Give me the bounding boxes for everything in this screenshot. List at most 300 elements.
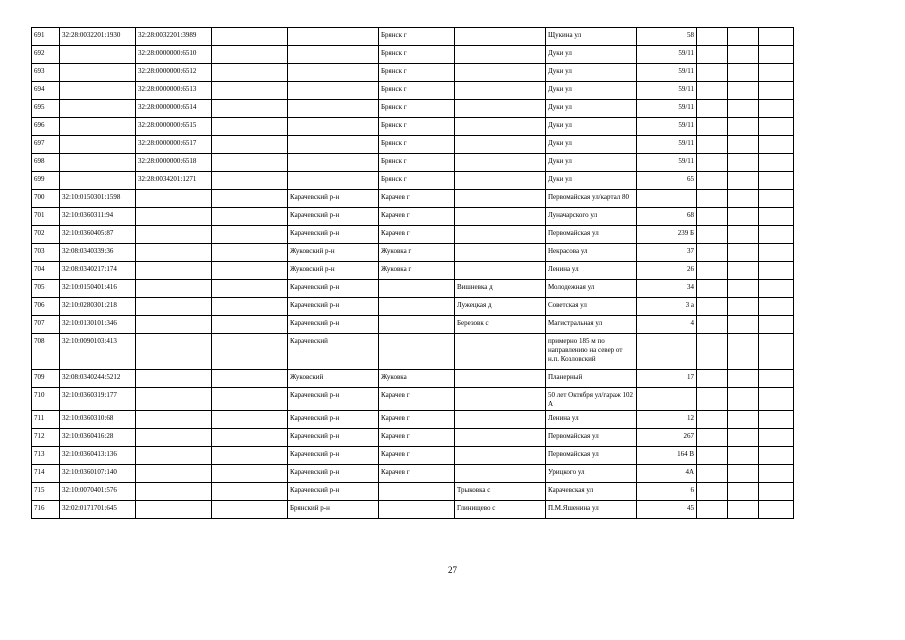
cell-house-number: 59/11	[637, 46, 697, 64]
cell-extra-col-b	[728, 28, 759, 46]
cell-city	[379, 298, 455, 316]
cell-row-number: 714	[32, 465, 60, 483]
cell-extra-col-a	[697, 64, 728, 82]
cell-extra-col-a	[697, 298, 728, 316]
cell-house-number: 37	[637, 244, 697, 262]
cell-region	[212, 28, 288, 46]
cell-region	[212, 172, 288, 190]
cell-cadastral-number: 32:10:0150401:416	[60, 280, 136, 298]
cell-settlement	[455, 411, 546, 429]
cell-region	[212, 154, 288, 172]
cell-row-number: 713	[32, 447, 60, 465]
cell-extra-col-b	[728, 483, 759, 501]
table-row	[32, 190, 794, 208]
cell-parent-cadastral-number	[136, 370, 212, 388]
table-row	[32, 82, 794, 100]
cell-city: Брянск г	[379, 82, 455, 100]
cell-cadastral-number	[60, 46, 136, 64]
cell-extra-col-b	[728, 154, 759, 172]
cell-city: Жуковка г	[379, 244, 455, 262]
cell-cadastral-number: 32:28:0032201:1930	[60, 28, 136, 46]
cell-street-address: Дуки ул	[546, 64, 637, 82]
cell-parent-cadastral-number	[136, 501, 212, 519]
cell-cadastral-number: 32:10:0360311:94	[60, 208, 136, 226]
table-row	[32, 118, 794, 136]
cell-extra-col-a	[697, 262, 728, 280]
table-row	[32, 226, 794, 244]
cell-extra-col-a	[697, 316, 728, 334]
cell-parent-cadastral-number	[136, 483, 212, 501]
cell-district: Карачевский р-н	[288, 298, 379, 316]
table-row	[32, 208, 794, 226]
cell-city	[379, 501, 455, 519]
cell-extra-col-a	[697, 388, 728, 411]
table-row	[32, 172, 794, 190]
cell-extra-col-a	[697, 370, 728, 388]
cell-extra-col-c	[759, 370, 794, 388]
cell-cadastral-number	[60, 172, 136, 190]
cell-row-number: 700	[32, 190, 60, 208]
cell-cadastral-number	[60, 136, 136, 154]
table-row	[32, 483, 794, 501]
cell-extra-col-c	[759, 28, 794, 46]
cell-street-address: Дуки ул	[546, 136, 637, 154]
table-row	[32, 298, 794, 316]
cell-settlement	[455, 334, 546, 370]
cell-settlement: Вишневка д	[455, 280, 546, 298]
cell-parent-cadastral-number	[136, 190, 212, 208]
cell-region	[212, 118, 288, 136]
cell-street-address: Дуки ул	[546, 154, 637, 172]
cell-extra-col-b	[728, 136, 759, 154]
cell-parent-cadastral-number	[136, 465, 212, 483]
cell-settlement	[455, 46, 546, 64]
cell-house-number: 58	[637, 28, 697, 46]
cell-street-address: Первомайская ул	[546, 226, 637, 244]
cell-city	[379, 483, 455, 501]
cell-row-number: 706	[32, 298, 60, 316]
cell-street-address: Дуки ул	[546, 46, 637, 64]
cell-region	[212, 100, 288, 118]
cell-settlement	[455, 190, 546, 208]
table-row	[32, 388, 794, 411]
cell-city	[379, 316, 455, 334]
cell-district	[288, 82, 379, 100]
cell-cadastral-number	[60, 154, 136, 172]
cell-region	[212, 501, 288, 519]
cell-settlement	[455, 388, 546, 411]
cell-extra-col-a	[697, 208, 728, 226]
cell-extra-col-b	[728, 280, 759, 298]
cell-district	[288, 172, 379, 190]
cell-extra-col-b	[728, 298, 759, 316]
cell-house-number: 34	[637, 280, 697, 298]
cell-extra-col-c	[759, 64, 794, 82]
cell-city: Карачев г	[379, 208, 455, 226]
cell-extra-col-b	[728, 64, 759, 82]
cell-district: Жуковский	[288, 370, 379, 388]
cell-house-number: 267	[637, 429, 697, 447]
cell-cadastral-number: 32:10:0150301:1598	[60, 190, 136, 208]
cell-cadastral-number: 32:10:0090103:413	[60, 334, 136, 370]
cell-extra-col-a	[697, 190, 728, 208]
cell-house-number: 4	[637, 316, 697, 334]
cell-row-number: 691	[32, 28, 60, 46]
cell-extra-col-c	[759, 447, 794, 465]
table-row	[32, 429, 794, 447]
cell-district: Карачевский р-н	[288, 190, 379, 208]
cell-city: Карачев г	[379, 411, 455, 429]
cell-region	[212, 411, 288, 429]
cell-cadastral-number: 32:08:0340217:174	[60, 262, 136, 280]
cell-extra-col-b	[728, 190, 759, 208]
cell-house-number: 59/11	[637, 154, 697, 172]
cell-settlement: Березовк с	[455, 316, 546, 334]
cell-street-address: Урицкого ул	[546, 465, 637, 483]
cell-settlement	[455, 429, 546, 447]
cell-district: Карачевский р-н	[288, 388, 379, 411]
cell-region	[212, 298, 288, 316]
table-row	[32, 280, 794, 298]
table-row	[32, 154, 794, 172]
cell-extra-col-c	[759, 172, 794, 190]
cell-extra-col-b	[728, 262, 759, 280]
cell-parent-cadastral-number	[136, 244, 212, 262]
cell-settlement	[455, 262, 546, 280]
cell-district	[288, 100, 379, 118]
cell-row-number: 694	[32, 82, 60, 100]
cell-cadastral-number	[60, 82, 136, 100]
cell-extra-col-c	[759, 334, 794, 370]
cell-row-number: 701	[32, 208, 60, 226]
cell-region	[212, 46, 288, 64]
cell-district	[288, 154, 379, 172]
cell-region	[212, 334, 288, 370]
cell-cadastral-number: 32:02:0171701:645	[60, 501, 136, 519]
cell-house-number: 59/11	[637, 118, 697, 136]
cell-extra-col-c	[759, 190, 794, 208]
cell-district	[288, 28, 379, 46]
cell-extra-col-a	[697, 483, 728, 501]
cell-street-address: 50 лет Октября ул/гараж 102 А	[546, 388, 637, 411]
cell-settlement	[455, 136, 546, 154]
cell-settlement	[455, 226, 546, 244]
cell-extra-col-c	[759, 298, 794, 316]
cell-cadastral-number: 32:10:0360405:87	[60, 226, 136, 244]
cell-street-address: Дуки ул	[546, 172, 637, 190]
table-row	[32, 447, 794, 465]
cell-region	[212, 244, 288, 262]
cell-extra-col-b	[728, 465, 759, 483]
cell-parent-cadastral-number: 32:28:0000000:6515	[136, 118, 212, 136]
cell-extra-col-a	[697, 118, 728, 136]
cell-extra-col-a	[697, 136, 728, 154]
cell-district: Карачевский р-н	[288, 316, 379, 334]
cell-city: Карачев г	[379, 388, 455, 411]
cell-extra-col-c	[759, 501, 794, 519]
cell-extra-col-b	[728, 82, 759, 100]
cell-street-address: Молодежная ул	[546, 280, 637, 298]
cell-street-address: Первомайская ул	[546, 447, 637, 465]
cell-extra-col-c	[759, 388, 794, 411]
cell-row-number: 704	[32, 262, 60, 280]
cell-extra-col-a	[697, 82, 728, 100]
cell-row-number: 715	[32, 483, 60, 501]
cell-extra-col-b	[728, 370, 759, 388]
cell-district: Карачевский р-н	[288, 429, 379, 447]
cell-city: Карачев г	[379, 190, 455, 208]
table-row	[32, 64, 794, 82]
cell-extra-col-b	[728, 316, 759, 334]
cell-region	[212, 82, 288, 100]
cell-parent-cadastral-number	[136, 388, 212, 411]
cell-street-address: Ленина ул	[546, 411, 637, 429]
cell-settlement	[455, 82, 546, 100]
cell-district: Карачевский р-н	[288, 226, 379, 244]
cell-row-number: 712	[32, 429, 60, 447]
cell-parent-cadastral-number: 32:28:0000000:6518	[136, 154, 212, 172]
table-row	[32, 28, 794, 46]
cell-street-address: примерно 185 м по направлению на север от н.п. Козловский	[546, 334, 637, 370]
cell-parent-cadastral-number: 32:28:0000000:6510	[136, 46, 212, 64]
cell-parent-cadastral-number	[136, 411, 212, 429]
cell-district: Брянский р-н	[288, 501, 379, 519]
cell-street-address: Советская ул	[546, 298, 637, 316]
cell-row-number: 695	[32, 100, 60, 118]
cell-parent-cadastral-number: 32:28:0000000:6513	[136, 82, 212, 100]
table-row	[32, 136, 794, 154]
cell-extra-col-b	[728, 334, 759, 370]
cell-house-number: 59/11	[637, 100, 697, 118]
cell-district: Карачевский р-н	[288, 483, 379, 501]
cell-extra-col-c	[759, 208, 794, 226]
cell-extra-col-c	[759, 100, 794, 118]
cell-city: Брянск г	[379, 64, 455, 82]
cell-extra-col-c	[759, 429, 794, 447]
cell-region	[212, 316, 288, 334]
table-row	[32, 501, 794, 519]
cell-district: Карачевский р-н	[288, 447, 379, 465]
cell-cadastral-number: 32:10:0360416:28	[60, 429, 136, 447]
registry-body	[32, 28, 794, 519]
cell-house-number: 59/11	[637, 64, 697, 82]
cell-row-number: 698	[32, 154, 60, 172]
cell-extra-col-a	[697, 28, 728, 46]
cell-row-number: 696	[32, 118, 60, 136]
cell-house-number	[637, 334, 697, 370]
cell-extra-col-a	[697, 465, 728, 483]
cell-house-number: 3 а	[637, 298, 697, 316]
cell-extra-col-a	[697, 411, 728, 429]
cell-district: Карачевский р-н	[288, 411, 379, 429]
cell-street-address: Дуки ул	[546, 82, 637, 100]
cell-extra-col-b	[728, 100, 759, 118]
cell-house-number: 17	[637, 370, 697, 388]
cell-cadastral-number: 32:10:0130101:346	[60, 316, 136, 334]
cell-region	[212, 429, 288, 447]
cell-row-number: 703	[32, 244, 60, 262]
cell-extra-col-a	[697, 334, 728, 370]
table-row	[32, 334, 794, 370]
cell-parent-cadastral-number	[136, 298, 212, 316]
cell-parent-cadastral-number	[136, 447, 212, 465]
cell-extra-col-c	[759, 118, 794, 136]
cell-house-number: 45	[637, 501, 697, 519]
cell-extra-col-a	[697, 172, 728, 190]
cell-parent-cadastral-number	[136, 262, 212, 280]
cell-city: Брянск г	[379, 100, 455, 118]
cell-region	[212, 262, 288, 280]
cell-parent-cadastral-number: 32:28:0000000:6514	[136, 100, 212, 118]
cell-extra-col-c	[759, 82, 794, 100]
cell-extra-col-b	[728, 208, 759, 226]
cell-settlement: Трыковка с	[455, 483, 546, 501]
cell-extra-col-a	[697, 226, 728, 244]
table-row	[32, 262, 794, 280]
cell-district	[288, 46, 379, 64]
cell-city: Карачев г	[379, 465, 455, 483]
cell-extra-col-c	[759, 154, 794, 172]
cell-extra-col-c	[759, 244, 794, 262]
cell-extra-col-b	[728, 501, 759, 519]
cell-district: Карачевский	[288, 334, 379, 370]
cell-street-address: Дуки ул	[546, 100, 637, 118]
cell-parent-cadastral-number	[136, 316, 212, 334]
cell-row-number: 702	[32, 226, 60, 244]
cell-extra-col-a	[697, 154, 728, 172]
cell-cadastral-number: 32:10:0360107:140	[60, 465, 136, 483]
cell-parent-cadastral-number	[136, 429, 212, 447]
property-registry-table	[31, 27, 794, 519]
cell-city: Карачев г	[379, 226, 455, 244]
cell-city: Карачев г	[379, 447, 455, 465]
cell-parent-cadastral-number	[136, 334, 212, 370]
cell-settlement	[455, 100, 546, 118]
cell-city: Брянск г	[379, 136, 455, 154]
cell-extra-col-c	[759, 136, 794, 154]
cell-row-number: 705	[32, 280, 60, 298]
cell-extra-col-b	[728, 411, 759, 429]
table-row	[32, 411, 794, 429]
cell-settlement	[455, 28, 546, 46]
cell-street-address: П.М.Яшенина ул	[546, 501, 637, 519]
cell-district	[288, 64, 379, 82]
cell-house-number: 4А	[637, 465, 697, 483]
cell-extra-col-a	[697, 244, 728, 262]
cell-house-number: 164 В	[637, 447, 697, 465]
cell-parent-cadastral-number: 32:28:0032201:3989	[136, 28, 212, 46]
cell-region	[212, 136, 288, 154]
cell-region	[212, 447, 288, 465]
cell-settlement	[455, 370, 546, 388]
page-number: 27	[448, 565, 457, 575]
cell-row-number: 699	[32, 172, 60, 190]
cell-cadastral-number: 32:10:0070401:576	[60, 483, 136, 501]
table-row	[32, 100, 794, 118]
cell-extra-col-b	[728, 388, 759, 411]
cell-cadastral-number	[60, 64, 136, 82]
cell-extra-col-b	[728, 429, 759, 447]
cell-parent-cadastral-number: 32:28:0000000:6517	[136, 136, 212, 154]
cell-extra-col-b	[728, 244, 759, 262]
cell-city: Брянск г	[379, 172, 455, 190]
cell-row-number: 707	[32, 316, 60, 334]
cell-extra-col-c	[759, 316, 794, 334]
cell-city: Брянск г	[379, 118, 455, 136]
cell-extra-col-c	[759, 262, 794, 280]
cell-settlement	[455, 172, 546, 190]
cell-region	[212, 370, 288, 388]
cell-region	[212, 208, 288, 226]
cell-extra-col-c	[759, 411, 794, 429]
table-row	[32, 316, 794, 334]
cell-extra-col-b	[728, 447, 759, 465]
cell-district: Карачевский р-н	[288, 280, 379, 298]
cell-city: Жуковка	[379, 370, 455, 388]
cell-extra-col-b	[728, 226, 759, 244]
cell-cadastral-number: 32:10:0360310:68	[60, 411, 136, 429]
cell-house-number: 68	[637, 208, 697, 226]
cell-extra-col-c	[759, 483, 794, 501]
cell-row-number: 692	[32, 46, 60, 64]
cell-street-address: Планерный	[546, 370, 637, 388]
table-row	[32, 244, 794, 262]
cell-house-number: 6	[637, 483, 697, 501]
cell-region	[212, 483, 288, 501]
cell-settlement	[455, 447, 546, 465]
cell-street-address: Карачевская ул	[546, 483, 637, 501]
cell-extra-col-b	[728, 46, 759, 64]
cell-street-address: Ленина ул	[546, 262, 637, 280]
cell-extra-col-a	[697, 100, 728, 118]
cell-house-number: 65	[637, 172, 697, 190]
cell-extra-col-a	[697, 447, 728, 465]
cell-row-number: 716	[32, 501, 60, 519]
cell-row-number: 710	[32, 388, 60, 411]
cell-parent-cadastral-number: 32:28:0034201:1271	[136, 172, 212, 190]
cell-region	[212, 280, 288, 298]
cell-extra-col-a	[697, 501, 728, 519]
cell-settlement	[455, 465, 546, 483]
cell-house-number: 12	[637, 411, 697, 429]
cell-city: Жуковка г	[379, 262, 455, 280]
cell-extra-col-c	[759, 46, 794, 64]
cell-extra-col-c	[759, 280, 794, 298]
cell-cadastral-number: 32:08:0340339:36	[60, 244, 136, 262]
cell-house-number: 59/11	[637, 82, 697, 100]
cell-district: Карачевский р-н	[288, 208, 379, 226]
cell-parent-cadastral-number	[136, 208, 212, 226]
cell-extra-col-b	[728, 118, 759, 136]
cell-street-address: Дуки ул	[546, 118, 637, 136]
cell-parent-cadastral-number: 32:28:0000000:6512	[136, 64, 212, 82]
cell-settlement: Глинищево с	[455, 501, 546, 519]
cell-city: Карачев г	[379, 429, 455, 447]
cell-city: Брянск г	[379, 154, 455, 172]
cell-street-address: Первомайская ул	[546, 429, 637, 447]
cell-street-address: Некрасова ул	[546, 244, 637, 262]
cell-cadastral-number: 32:10:0360413:136	[60, 447, 136, 465]
cell-cadastral-number	[60, 100, 136, 118]
cell-house-number: 26	[637, 262, 697, 280]
cell-district: Жуковский р-н	[288, 262, 379, 280]
cell-city: Брянск г	[379, 46, 455, 64]
cell-district: Карачевский р-н	[288, 465, 379, 483]
cell-street-address: Луначарского ул	[546, 208, 637, 226]
cell-settlement	[455, 154, 546, 172]
cell-region	[212, 190, 288, 208]
cell-settlement: Лужецкая д	[455, 298, 546, 316]
